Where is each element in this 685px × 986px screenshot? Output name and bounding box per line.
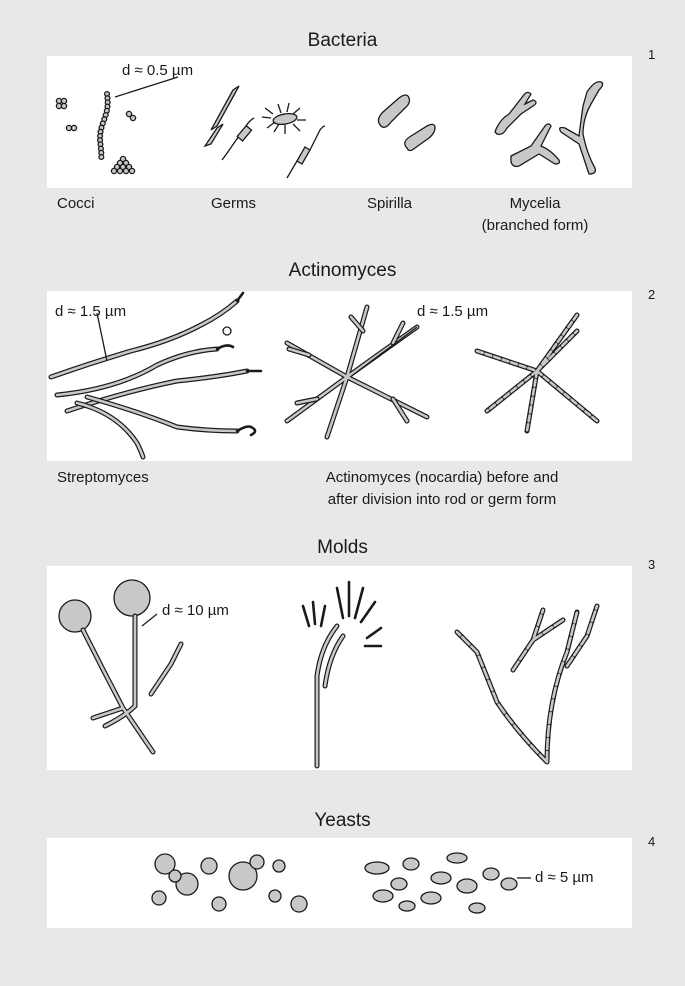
caption-nocardia-line-1: Actinomyces (nocardia) before and [325, 469, 559, 486]
caption-mycelia [475, 193, 595, 237]
actinomyces-title: Actinomyces [288, 260, 397, 281]
actinomyces-dimension-label: d ≈ 1.5 µm [417, 303, 489, 320]
molds-dimension-label: d ≈ 10 µm [162, 602, 229, 619]
coccus-cell [99, 155, 104, 160]
yeast-cells-round-drawing [152, 854, 307, 912]
caption-mycelia-line-1: Mycelia [509, 195, 561, 212]
bacteria-dimension-label: d ≈ 0.5 µm [122, 62, 194, 79]
spirilla-drawing [378, 95, 435, 151]
section-number-2: 2 [648, 287, 656, 302]
caption-nocardia-line-2: after division into rod or germ form [327, 491, 557, 508]
section-number-1: 1 [648, 47, 656, 62]
streptomyces-dimension-label: d ≈ 1.5 µm [55, 303, 127, 320]
caption-cocci: Cocci [57, 195, 95, 212]
mycelia-drawing [495, 82, 603, 174]
cocci-drawing [56, 92, 135, 174]
actinomyces-panel [47, 291, 632, 508]
yeast-cells-oval-drawing [365, 853, 517, 913]
yeasts-title: Yeasts [314, 810, 371, 831]
molds-title: Molds [317, 537, 368, 558]
caption-germs: Germs [211, 195, 256, 212]
caption-spirilla: Spirilla [367, 195, 413, 212]
aspergillus-drawing [303, 582, 381, 766]
nocardia-segmented-drawing [477, 315, 597, 431]
molds-panel [47, 566, 632, 770]
caption-streptomyces: Streptomyces [57, 469, 149, 486]
caption-mycelia-line-2: (branched form) [481, 217, 589, 234]
molds-illustration [47, 566, 632, 770]
section-number-3: 3 [648, 557, 656, 572]
germs-drawing [205, 86, 325, 178]
section-number-4: 4 [648, 834, 656, 849]
bacteria-title: Bacteria [307, 30, 378, 51]
penicillium-drawing [457, 606, 597, 762]
bacteria-panel [47, 56, 632, 234]
yeasts-panel [47, 838, 632, 928]
caption-nocardia [287, 467, 597, 511]
actinomyces-illustration [47, 291, 632, 461]
yeasts-dimension-label: d ≈ 5 µm [535, 869, 594, 886]
